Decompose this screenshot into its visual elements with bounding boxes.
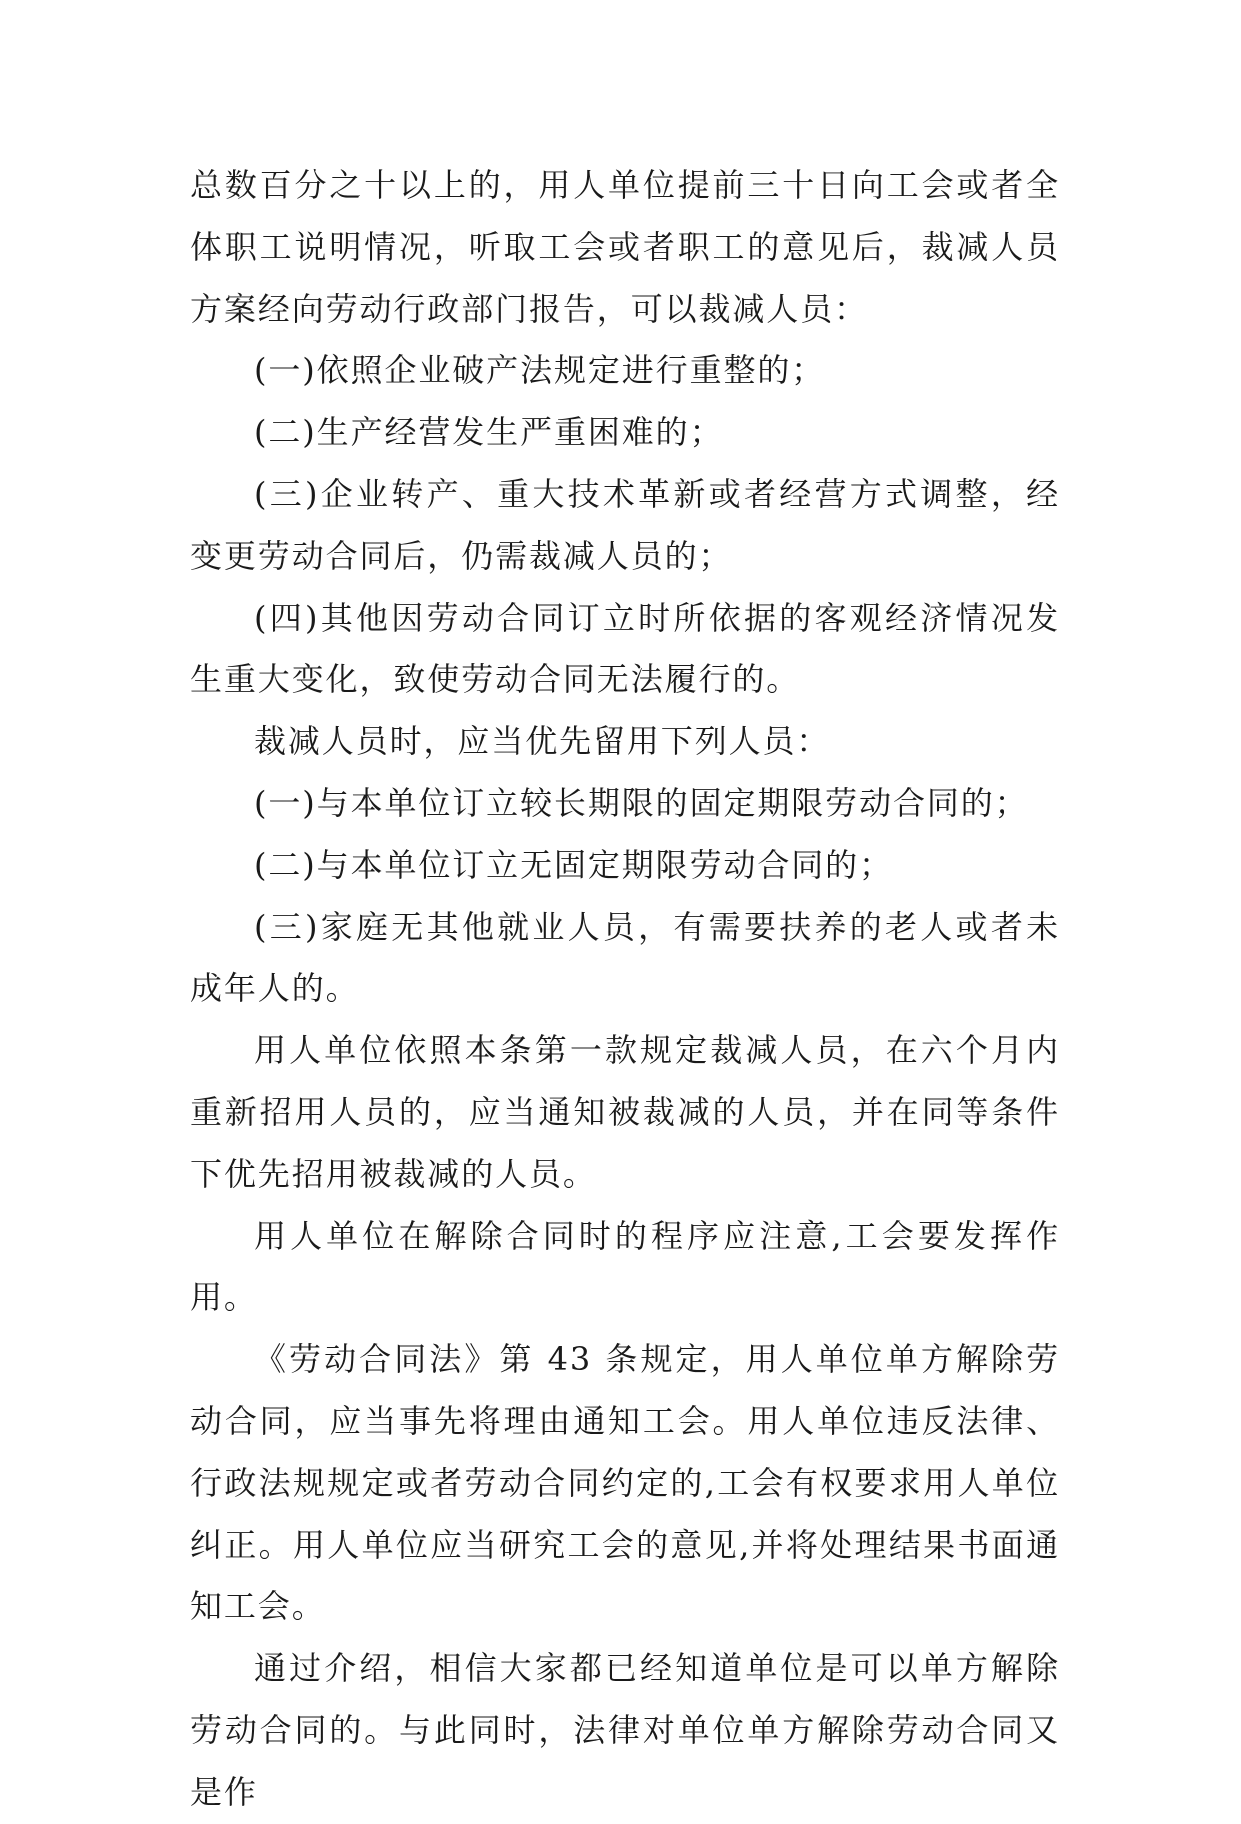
document-body bbox=[190, 155, 1060, 1824]
paragraph-7: (一)与本单位订立较长期限的固定期限劳动合同的； bbox=[254, 783, 1029, 822]
paragraph-12: 《劳动合同法》第 43 条规定，用人单位单方解除劳动合同，应当事先将理由通知工会。用人单位违反法律、行政法规规定或者劳动合同约定的,工会有权要求用人单位纠正。用人单位应当研究工会的意见,并将处理结果书面通知工会。 bbox=[190, 1340, 1060, 1626]
paragraph-1: 总数百分之十以上的，用人单位提前三十日向工会或者全体职工说明情况，听取工会或者职工的意见后，裁减人员方案经向劳动行政部门报告，可以裁减人员： bbox=[190, 166, 1060, 328]
paragraph-3: (二)生产经营发生严重困难的； bbox=[254, 413, 724, 452]
paragraph-9: (三)家庭无其他就业人员，有需要扶养的老人或者未成年人的。 bbox=[190, 907, 1060, 1008]
paragraph-2: (一)依照企业破产法规定进行重整的； bbox=[254, 351, 826, 390]
paragraph-11: 用人单位在解除合同时的程序应注意,工会要发挥作用。 bbox=[190, 1216, 1060, 1317]
paragraph-13: 通过介绍，相信大家都已经知道单位是可以单方解除劳动合同的。与此同时，法律对单位单方解除劳动合同又是作 bbox=[190, 1649, 1060, 1811]
paragraph-4: (三)企业转产、重大技术革新或者经营方式调整，经变更劳动合同后，仍需裁减人员的； bbox=[190, 474, 1060, 575]
paragraph-5: (四)其他因劳动合同订立时所依据的客观经济情况发生重大变化，致使劳动合同无法履行的。 bbox=[190, 598, 1060, 699]
paragraph-6: 裁减人员时，应当优先留用下列人员： bbox=[254, 722, 831, 761]
paragraph-10: 用人单位依照本条第一款规定裁减人员，在六个月内重新招用人员的，应当通知被裁减的人员，并在同等条件下优先招用被裁减的人员。 bbox=[190, 1031, 1060, 1193]
paragraph-8: (二)与本单位订立无固定期限劳动合同的； bbox=[254, 845, 893, 884]
